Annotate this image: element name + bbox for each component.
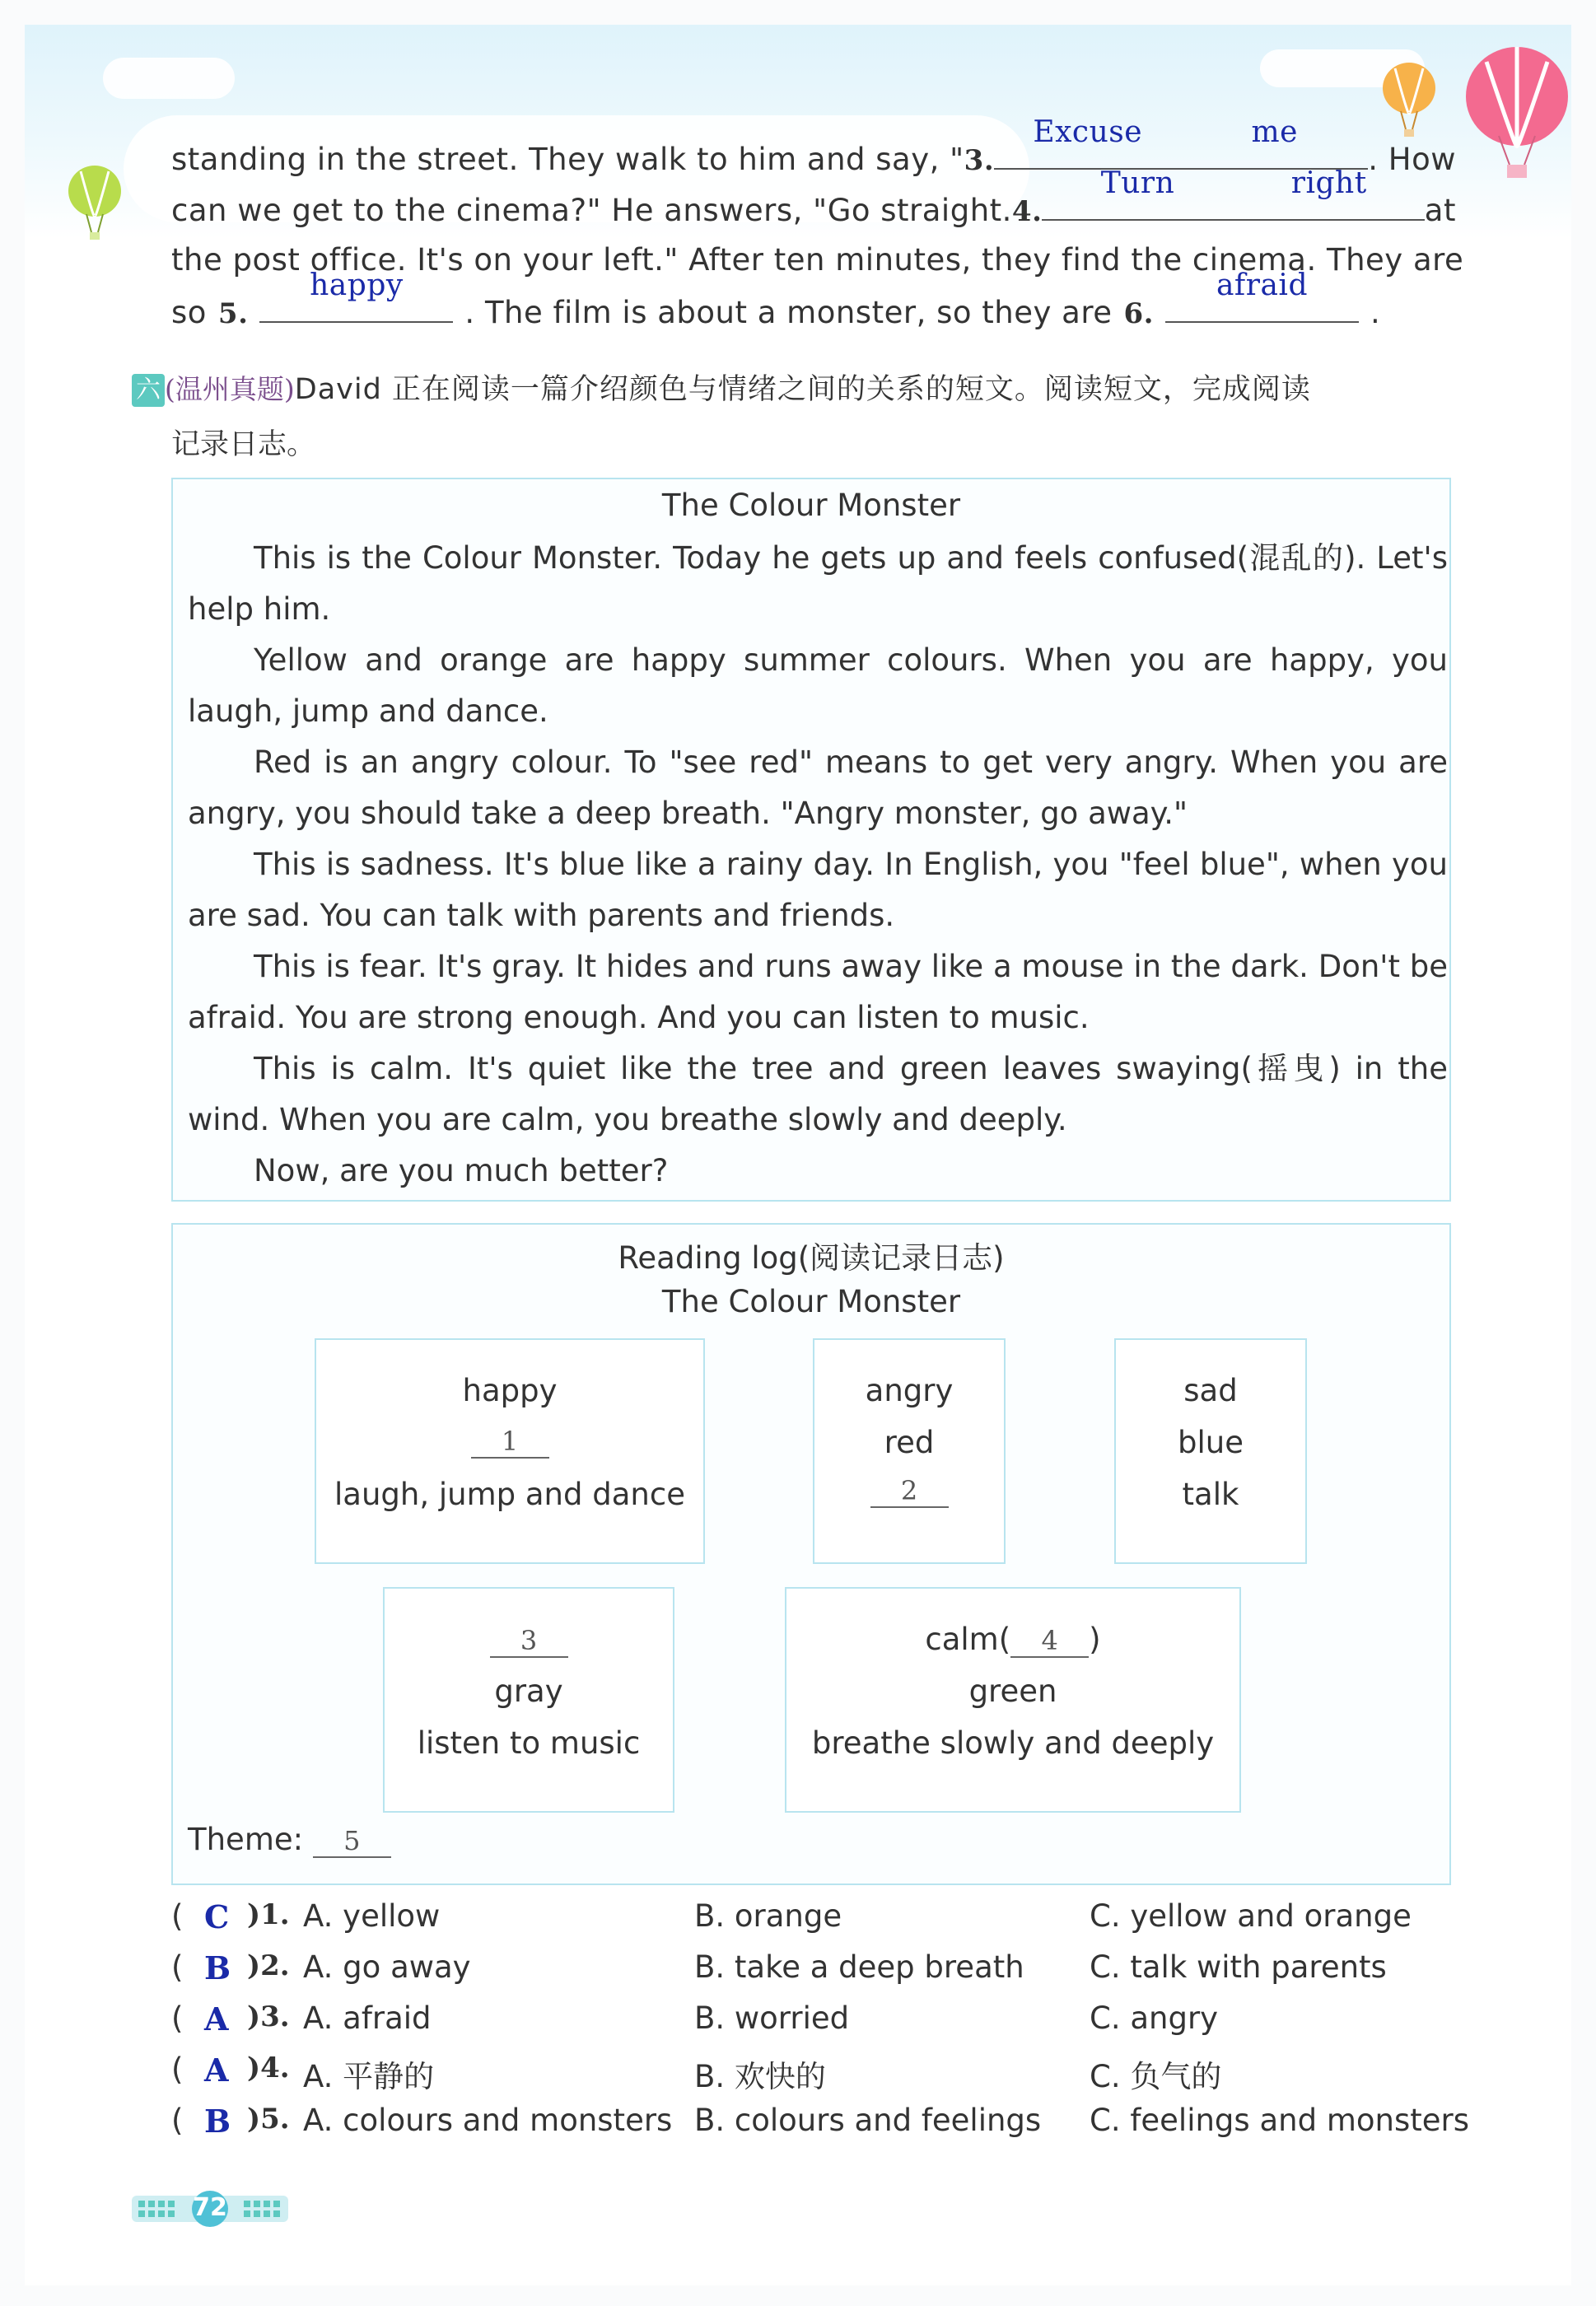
reading-log-subtitle: The Colour Monster	[661, 1284, 961, 1319]
blank-number: 6.	[1123, 297, 1154, 330]
option-a[interactable]: A. colours and monsters	[303, 2103, 673, 2138]
story-paragraph: This is calm. It's quiet like the tree and green leaves swaying(摇曳) in the wind. When you are calm, you breathe slowly and deeply.	[188, 1051, 1448, 1137]
option-c[interactable]: C. yellow and orange	[1090, 1898, 1412, 1934]
filled-answer: afraid	[1216, 268, 1308, 302]
section-instruction-cont: 记录日志。	[171, 428, 316, 461]
question-number: )2.	[247, 1949, 290, 1982]
option-b[interactable]: B. 欢快的	[694, 2059, 826, 2094]
paren: )	[1089, 1622, 1101, 1657]
passage-text: so	[171, 295, 207, 330]
filled-answer: Excuse	[1033, 115, 1143, 149]
action-label: listen to music	[417, 1725, 641, 1761]
section-source: (温州真题)	[165, 373, 295, 405]
passage-text: . How	[1368, 142, 1456, 177]
filled-answer: right	[1290, 166, 1367, 200]
answer-blank[interactable]	[259, 268, 453, 323]
log-blank[interactable]: 3	[490, 1625, 568, 1658]
passage-text: at	[1424, 193, 1456, 228]
colour-label: red	[884, 1425, 935, 1460]
colour-label: blue	[1178, 1425, 1244, 1460]
page-number-badge	[132, 2191, 288, 2227]
filled-answer: Turn	[1100, 166, 1175, 200]
option-a[interactable]: A. 平静的	[303, 2059, 435, 2094]
emotion-label: calm(	[925, 1622, 1011, 1657]
action-label: breathe slowly and deeply	[811, 1725, 1215, 1761]
filled-answer: happy	[310, 268, 404, 302]
option-b[interactable]: B. take a deep breath	[694, 1949, 1024, 1985]
theme-label: Theme:	[188, 1822, 304, 1857]
story-paragraph: Now, are you much better?	[254, 1153, 669, 1188]
answer-blank[interactable]	[1165, 268, 1359, 323]
paren-open: (	[171, 2103, 184, 2138]
small-balloon-icon	[1380, 62, 1438, 140]
answer-blank[interactable]	[994, 115, 1181, 170]
answer-blank[interactable]	[1042, 166, 1233, 221]
log-blank[interactable]: 2	[870, 1475, 949, 1508]
section-instruction: David 正在阅读一篇介绍颜色与情绪之间的关系的短文。阅读短文，完成阅读	[294, 373, 1311, 406]
option-c[interactable]: C. angry	[1090, 2000, 1219, 2036]
question-number: )4.	[247, 2052, 290, 2084]
option-a[interactable]: A. afraid	[303, 2000, 432, 2036]
filled-answer: me	[1251, 115, 1298, 149]
answer-blank[interactable]	[1181, 115, 1368, 170]
reading-log-box	[171, 1223, 1451, 1885]
story-paragraph: This is fear. It's gray. It hides and runs away like a mouse in the dark. Don't be afraid. You are strong enough. And you can listen to music.	[188, 949, 1448, 1035]
story-body	[188, 533, 1448, 1197]
question-answer[interactable]: B	[204, 2103, 231, 2140]
log-cell-calm	[785, 1587, 1241, 1813]
question-number: )3.	[247, 2000, 290, 2033]
question-row	[171, 1898, 1456, 1940]
cloud	[103, 58, 235, 99]
passage-line-4	[171, 268, 1456, 330]
colour-label: green	[968, 1673, 1057, 1709]
option-b[interactable]: B. colours and feelings	[694, 2103, 1042, 2138]
blank-number: 4.	[1011, 195, 1043, 228]
passage-text: the post office. It's on your left." After ten minutes, they find the cinema. They are	[171, 242, 1464, 278]
log-blank[interactable]: 1	[471, 1426, 549, 1459]
passage-text: . The film is about a monster, so they are	[464, 295, 1113, 330]
question-row	[171, 2052, 1456, 2093]
paren-open: (	[171, 2000, 184, 2036]
story-title: The Colour Monster	[661, 488, 961, 523]
paren-open: (	[171, 1949, 184, 1985]
section-number-badge: 六	[132, 374, 165, 407]
paren-open: (	[171, 2052, 184, 2087]
option-b[interactable]: B. worried	[694, 2000, 850, 2036]
theme-blank[interactable]: 5	[313, 1825, 391, 1858]
paren-open: (	[171, 1898, 184, 1934]
log-blank[interactable]: 4	[1010, 1625, 1089, 1658]
option-a[interactable]: A. yellow	[303, 1898, 441, 1934]
option-c[interactable]: C. 负气的	[1090, 2059, 1222, 2094]
option-a[interactable]: A. go away	[303, 1949, 471, 1985]
passage-text: .	[1370, 295, 1381, 330]
question-row	[171, 2000, 1456, 2042]
log-cell-angry	[813, 1338, 1006, 1564]
story-paragraph: Red is an angry colour. To "see red" means to get very angry. When you are angry, you should take a deep breath. "Angry monster, go away."	[188, 745, 1448, 831]
question-row	[171, 1949, 1456, 1991]
question-answer[interactable]: C	[204, 1898, 230, 1935]
section-heading	[132, 366, 1458, 408]
action-label: laugh, jump and dance	[334, 1477, 685, 1512]
question-number: )5.	[247, 2103, 290, 2136]
story-paragraph: This is sadness. It's blue like a rainy day. In English, you "feel blue", when you are sad. You can talk with parents and friends.	[188, 847, 1448, 933]
story-box	[171, 478, 1451, 1202]
log-cell-happy	[315, 1338, 705, 1564]
action-label: talk	[1182, 1477, 1239, 1512]
passage-text: can we get to the cinema?" He answers, "Go straight.	[171, 193, 1012, 228]
answer-blank[interactable]	[1234, 166, 1425, 221]
story-paragraph: Yellow and orange are happy summer colours. When you are happy, you laugh, jump and dance.	[188, 642, 1448, 729]
option-b[interactable]: B. orange	[694, 1898, 842, 1934]
log-cell-sad	[1114, 1338, 1307, 1564]
green-balloon-icon	[66, 165, 124, 243]
blank-number: 5.	[217, 297, 249, 330]
reading-log-title: Reading log(阅读记录日志)	[618, 1240, 1005, 1276]
story-paragraph: This is the Colour Monster. Today he gets up and feels confused(混乱的). Let's help him.	[188, 540, 1448, 627]
question-row	[171, 2103, 1469, 2144]
question-number: )1.	[247, 1898, 290, 1931]
log-cell-fear	[383, 1587, 674, 1813]
emotion-label: happy	[462, 1373, 558, 1408]
option-c[interactable]: C. talk with parents	[1090, 1949, 1387, 1985]
hot-air-balloon-icon	[1462, 45, 1573, 185]
question-answer[interactable]: A	[204, 2000, 229, 2038]
question-answer[interactable]: A	[204, 2052, 229, 2089]
emotion-label: sad	[1183, 1373, 1238, 1408]
theme-row	[188, 1822, 391, 1858]
question-answer[interactable]: B	[204, 1949, 231, 1986]
emotion-label: angry	[865, 1373, 954, 1408]
colour-label: gray	[494, 1673, 563, 1709]
page-number: 72	[193, 2193, 227, 2222]
passage-line-2	[171, 166, 1456, 228]
passage-text: standing in the street. They walk to him and say, "	[171, 142, 964, 177]
blank-number: 3.	[964, 144, 995, 177]
option-c[interactable]: C. feelings and monsters	[1090, 2103, 1469, 2138]
